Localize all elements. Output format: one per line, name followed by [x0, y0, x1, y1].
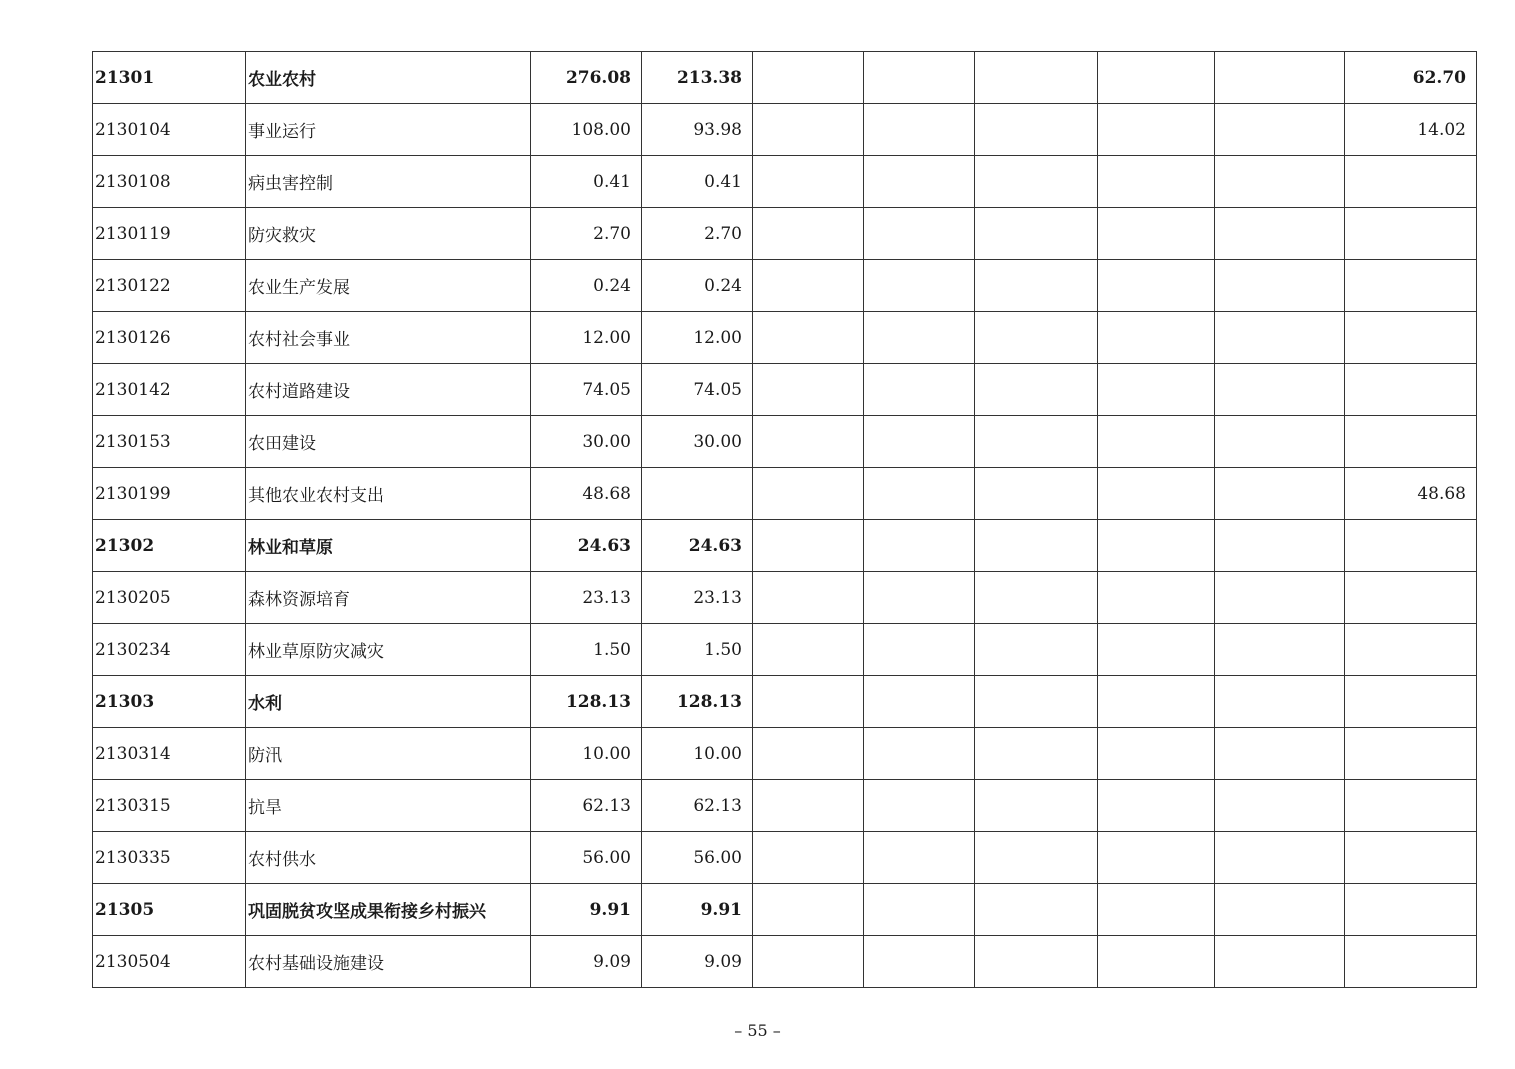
- subject-code-cell: 2130234: [93, 624, 246, 676]
- amount-cell: [1098, 936, 1215, 988]
- amount-cell: [975, 104, 1098, 156]
- amount-cell: 48.68: [531, 468, 642, 520]
- amount-cell: [1215, 468, 1345, 520]
- subject-code-cell: 2130205: [93, 572, 246, 624]
- amount-cell: [1098, 416, 1215, 468]
- amount-cell: [864, 52, 975, 104]
- amount-cell: [864, 156, 975, 208]
- amount-cell: 108.00: [531, 104, 642, 156]
- amount-cell: [1345, 364, 1477, 416]
- amount-cell: [975, 208, 1098, 260]
- amount-cell: [1098, 832, 1215, 884]
- amount-cell: 0.41: [642, 156, 753, 208]
- amount-cell: [864, 832, 975, 884]
- amount-cell: [1345, 260, 1477, 312]
- amount-cell: [864, 416, 975, 468]
- table-row: [93, 676, 1477, 728]
- amount-cell: [753, 676, 864, 728]
- subject-name-cell: 防汛: [246, 728, 531, 780]
- amount-cell: [753, 208, 864, 260]
- amount-cell: [753, 416, 864, 468]
- subject-code-cell: 21301: [93, 52, 246, 104]
- amount-cell: [1098, 312, 1215, 364]
- subject-name-cell: 防灾救灾: [246, 208, 531, 260]
- amount-cell: [864, 780, 975, 832]
- subject-name-cell: 农村供水: [246, 832, 531, 884]
- table-row: [93, 624, 1477, 676]
- subject-name-cell: 农业农村: [246, 52, 531, 104]
- amount-cell: 9.91: [531, 884, 642, 936]
- subject-name-cell: 抗旱: [246, 780, 531, 832]
- table-row: [93, 364, 1477, 416]
- amount-cell: [1215, 364, 1345, 416]
- subject-code-cell: 2130122: [93, 260, 246, 312]
- table-row: [93, 208, 1477, 260]
- subject-code-cell: 2130119: [93, 208, 246, 260]
- subject-name-cell: 农业生产发展: [246, 260, 531, 312]
- amount-cell: [753, 52, 864, 104]
- amount-cell: [1215, 312, 1345, 364]
- table-row: [93, 416, 1477, 468]
- table-row: [93, 104, 1477, 156]
- amount-cell: [864, 208, 975, 260]
- amount-cell: [753, 364, 864, 416]
- amount-cell: 12.00: [642, 312, 753, 364]
- amount-cell: [975, 52, 1098, 104]
- amount-cell: [1098, 260, 1215, 312]
- amount-cell: [864, 312, 975, 364]
- amount-cell: [1345, 884, 1477, 936]
- table-row: [93, 832, 1477, 884]
- amount-cell: 128.13: [642, 676, 753, 728]
- subject-code-cell: 21305: [93, 884, 246, 936]
- amount-cell: [753, 260, 864, 312]
- subject-code-cell: 21303: [93, 676, 246, 728]
- subject-name-cell: 其他农业农村支出: [246, 468, 531, 520]
- subject-name-cell: 农村社会事业: [246, 312, 531, 364]
- table-row: [93, 156, 1477, 208]
- amount-cell: 48.68: [1345, 468, 1477, 520]
- amount-cell: 30.00: [531, 416, 642, 468]
- amount-cell: [1098, 104, 1215, 156]
- amount-cell: [1345, 728, 1477, 780]
- table-row: [93, 572, 1477, 624]
- amount-cell: [1098, 572, 1215, 624]
- amount-cell: 128.13: [531, 676, 642, 728]
- subject-code-cell: 2130108: [93, 156, 246, 208]
- amount-cell: 23.13: [642, 572, 753, 624]
- amount-cell: [753, 468, 864, 520]
- subject-code-cell: 2130315: [93, 780, 246, 832]
- amount-cell: [864, 364, 975, 416]
- amount-cell: [1215, 676, 1345, 728]
- subject-code-cell: 2130504: [93, 936, 246, 988]
- amount-cell: [975, 676, 1098, 728]
- amount-cell: 23.13: [531, 572, 642, 624]
- amount-cell: 56.00: [531, 832, 642, 884]
- amount-cell: [753, 936, 864, 988]
- subject-code-cell: 2130335: [93, 832, 246, 884]
- subject-name-cell: 病虫害控制: [246, 156, 531, 208]
- subject-name-cell: 林业和草原: [246, 520, 531, 572]
- amount-cell: 276.08: [531, 52, 642, 104]
- amount-cell: 74.05: [642, 364, 753, 416]
- amount-cell: [864, 468, 975, 520]
- subject-name-cell: 森林资源培育: [246, 572, 531, 624]
- amount-cell: 62.70: [1345, 52, 1477, 104]
- amount-cell: 24.63: [642, 520, 753, 572]
- amount-cell: [1098, 676, 1215, 728]
- amount-cell: [864, 520, 975, 572]
- amount-cell: [864, 676, 975, 728]
- amount-cell: [975, 624, 1098, 676]
- amount-cell: [1215, 728, 1345, 780]
- amount-cell: [975, 156, 1098, 208]
- amount-cell: 0.24: [531, 260, 642, 312]
- amount-cell: [1098, 156, 1215, 208]
- amount-cell: [864, 728, 975, 780]
- subject-name-cell: 农村基础设施建设: [246, 936, 531, 988]
- amount-cell: [642, 468, 753, 520]
- amount-cell: [1345, 156, 1477, 208]
- amount-cell: [1215, 832, 1345, 884]
- subject-name-cell: 巩固脱贫攻坚成果衔接乡村振兴: [246, 884, 531, 936]
- amount-cell: [975, 416, 1098, 468]
- subject-name-cell: 农村道路建设: [246, 364, 531, 416]
- subject-name-cell: 林业草原防灾减灾: [246, 624, 531, 676]
- amount-cell: [1098, 624, 1215, 676]
- amount-cell: [1098, 364, 1215, 416]
- amount-cell: [1345, 208, 1477, 260]
- amount-cell: [1215, 624, 1345, 676]
- amount-cell: [753, 156, 864, 208]
- subject-code-cell: 2130142: [93, 364, 246, 416]
- amount-cell: [1215, 104, 1345, 156]
- amount-cell: 9.91: [642, 884, 753, 936]
- budget-table: [92, 51, 1477, 988]
- amount-cell: 2.70: [531, 208, 642, 260]
- amount-cell: 24.63: [531, 520, 642, 572]
- amount-cell: [975, 312, 1098, 364]
- amount-cell: [1215, 260, 1345, 312]
- table-row: [93, 728, 1477, 780]
- amount-cell: [1098, 52, 1215, 104]
- amount-cell: [753, 884, 864, 936]
- subject-code-cell: 2130126: [93, 312, 246, 364]
- amount-cell: [1098, 728, 1215, 780]
- amount-cell: 62.13: [531, 780, 642, 832]
- subject-code-cell: 2130153: [93, 416, 246, 468]
- amount-cell: 0.24: [642, 260, 753, 312]
- amount-cell: [1215, 208, 1345, 260]
- amount-cell: 1.50: [642, 624, 753, 676]
- amount-cell: [1345, 624, 1477, 676]
- page-number: – 55 –: [734, 1021, 781, 1040]
- amount-cell: [975, 936, 1098, 988]
- amount-cell: [975, 780, 1098, 832]
- amount-cell: [753, 728, 864, 780]
- amount-cell: 9.09: [642, 936, 753, 988]
- amount-cell: [753, 312, 864, 364]
- table-row: [93, 936, 1477, 988]
- amount-cell: [1098, 468, 1215, 520]
- amount-cell: [1215, 156, 1345, 208]
- subject-name-cell: 农田建设: [246, 416, 531, 468]
- amount-cell: [1345, 312, 1477, 364]
- table-row: [93, 884, 1477, 936]
- amount-cell: [864, 104, 975, 156]
- amount-cell: 62.13: [642, 780, 753, 832]
- amount-cell: [1345, 832, 1477, 884]
- amount-cell: [864, 936, 975, 988]
- amount-cell: [1215, 416, 1345, 468]
- amount-cell: 74.05: [531, 364, 642, 416]
- amount-cell: [1345, 572, 1477, 624]
- amount-cell: [1345, 416, 1477, 468]
- subject-code-cell: 2130199: [93, 468, 246, 520]
- amount-cell: [1215, 52, 1345, 104]
- amount-cell: [975, 728, 1098, 780]
- subject-code-cell: 21302: [93, 520, 246, 572]
- amount-cell: [753, 780, 864, 832]
- amount-cell: [1098, 208, 1215, 260]
- table-row: [93, 260, 1477, 312]
- amount-cell: [975, 832, 1098, 884]
- amount-cell: [864, 260, 975, 312]
- amount-cell: 2.70: [642, 208, 753, 260]
- amount-cell: [1215, 572, 1345, 624]
- table-row: [93, 520, 1477, 572]
- amount-cell: [1215, 780, 1345, 832]
- amount-cell: 56.00: [642, 832, 753, 884]
- amount-cell: [753, 624, 864, 676]
- subject-code-cell: 2130104: [93, 104, 246, 156]
- amount-cell: 213.38: [642, 52, 753, 104]
- amount-cell: [975, 364, 1098, 416]
- amount-cell: [753, 832, 864, 884]
- amount-cell: [1215, 936, 1345, 988]
- amount-cell: 0.41: [531, 156, 642, 208]
- amount-cell: [1345, 520, 1477, 572]
- amount-cell: [864, 624, 975, 676]
- amount-cell: [1345, 780, 1477, 832]
- subject-name-cell: 水利: [246, 676, 531, 728]
- amount-cell: [864, 572, 975, 624]
- amount-cell: [1345, 676, 1477, 728]
- amount-cell: [1215, 520, 1345, 572]
- amount-cell: [975, 468, 1098, 520]
- amount-cell: [1098, 884, 1215, 936]
- subject-name-cell: 事业运行: [246, 104, 531, 156]
- amount-cell: [753, 572, 864, 624]
- amount-cell: 14.02: [1345, 104, 1477, 156]
- amount-cell: [1098, 520, 1215, 572]
- amount-cell: [753, 104, 864, 156]
- amount-cell: [975, 520, 1098, 572]
- amount-cell: 12.00: [531, 312, 642, 364]
- table-row: [93, 312, 1477, 364]
- amount-cell: [1098, 780, 1215, 832]
- amount-cell: [1215, 884, 1345, 936]
- amount-cell: [753, 520, 864, 572]
- amount-cell: [864, 884, 975, 936]
- table-row: [93, 468, 1477, 520]
- amount-cell: 30.00: [642, 416, 753, 468]
- amount-cell: 9.09: [531, 936, 642, 988]
- amount-cell: 10.00: [642, 728, 753, 780]
- table-row: [93, 52, 1477, 104]
- amount-cell: [975, 572, 1098, 624]
- amount-cell: 93.98: [642, 104, 753, 156]
- table-row: [93, 780, 1477, 832]
- amount-cell: [1345, 936, 1477, 988]
- amount-cell: [975, 884, 1098, 936]
- amount-cell: 1.50: [531, 624, 642, 676]
- amount-cell: 10.00: [531, 728, 642, 780]
- table-body: [93, 52, 1477, 988]
- amount-cell: [975, 260, 1098, 312]
- subject-code-cell: 2130314: [93, 728, 246, 780]
